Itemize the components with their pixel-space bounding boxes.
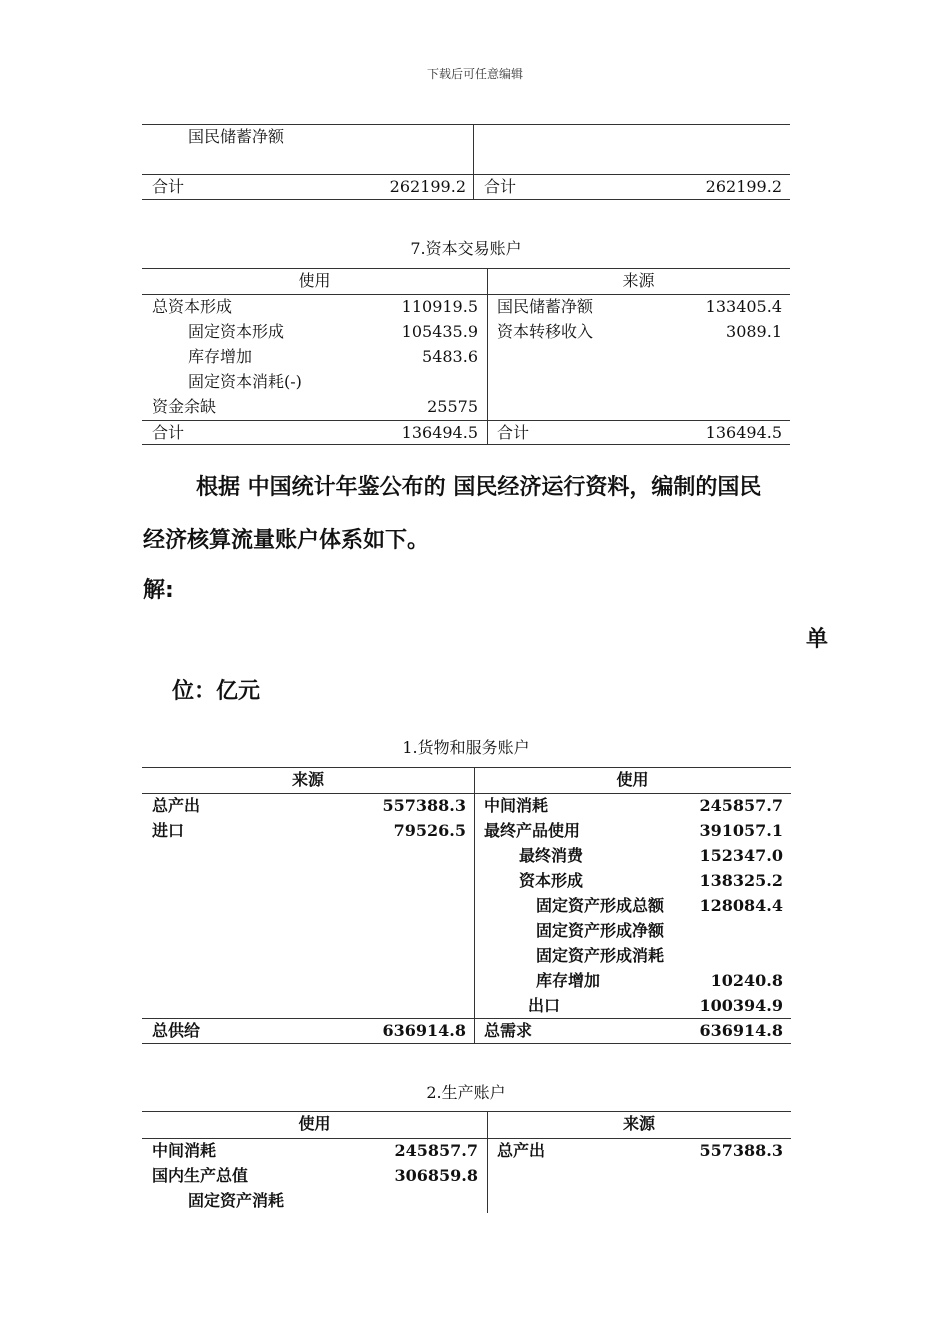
table-rule bbox=[142, 793, 791, 794]
table-rule bbox=[142, 174, 790, 175]
row-label: 国内生产总值 bbox=[152, 1166, 249, 1185]
column-header-use: 使用 bbox=[298, 1114, 331, 1133]
table-rule bbox=[142, 199, 790, 200]
total-value-left: 136494.5 bbox=[401, 423, 478, 442]
column-header-source: 来源 bbox=[622, 271, 655, 290]
row-value: 245857.7 bbox=[699, 796, 783, 815]
row-label: 固定资本消耗(-) bbox=[188, 372, 302, 391]
row-label: 总产出 bbox=[152, 796, 201, 815]
total-value-left: 636914.8 bbox=[382, 1021, 466, 1040]
table-rule bbox=[142, 1018, 791, 1019]
column-divider bbox=[487, 1111, 488, 1213]
column-header-use: 使用 bbox=[298, 271, 331, 290]
total-value-right: 636914.8 bbox=[699, 1021, 783, 1040]
row-label: 库存增加 bbox=[188, 347, 253, 366]
total-label-right: 合计 bbox=[484, 177, 517, 196]
table-title: 7.资本交易账户 bbox=[410, 239, 522, 258]
total-label-right: 总需求 bbox=[484, 1021, 533, 1040]
column-divider bbox=[474, 767, 475, 1043]
page-header: 下载后可任意编辑 bbox=[426, 67, 523, 81]
paragraph-line-1: 根据 中国统计年鉴公布的 国民经济运行资料，编制的国民 bbox=[196, 475, 762, 500]
table-rule bbox=[142, 268, 790, 269]
row-label: 国民储蓄净额 bbox=[188, 127, 285, 146]
row-value: 10240.8 bbox=[710, 971, 783, 990]
total-label-left: 总供给 bbox=[152, 1021, 201, 1040]
row-label: 出口 bbox=[528, 996, 561, 1015]
row-value: 306859.8 bbox=[394, 1166, 478, 1185]
table-rule bbox=[142, 1138, 791, 1139]
row-value: 133405.4 bbox=[705, 297, 782, 316]
row-label: 资金余缺 bbox=[152, 397, 217, 416]
row-value: 79526.5 bbox=[393, 821, 466, 840]
row-value: 245857.7 bbox=[394, 1141, 478, 1160]
row-label: 中间消耗 bbox=[484, 796, 549, 815]
row-label: 固定资产消耗 bbox=[188, 1191, 285, 1210]
row-value: 105435.9 bbox=[401, 322, 478, 341]
row-value: 557388.3 bbox=[699, 1141, 783, 1160]
row-value: 25575 bbox=[427, 397, 478, 416]
row-value: 110919.5 bbox=[401, 297, 478, 316]
paragraph-line-2: 经济核算流量账户体系如下。 bbox=[143, 528, 430, 553]
unit-label-rest: 位：亿元 bbox=[172, 679, 261, 704]
row-label: 总产出 bbox=[497, 1141, 546, 1160]
column-header-use: 使用 bbox=[616, 770, 649, 789]
table-rule bbox=[142, 1111, 791, 1112]
total-label-right: 合计 bbox=[497, 423, 530, 442]
row-label: 资本转移收入 bbox=[497, 322, 594, 341]
row-label: 最终产品使用 bbox=[484, 821, 581, 840]
row-value: 391057.1 bbox=[699, 821, 783, 840]
row-value: 128084.4 bbox=[699, 896, 783, 915]
total-label-left: 合计 bbox=[152, 177, 185, 196]
row-value: 3089.1 bbox=[726, 322, 782, 341]
table-rule bbox=[142, 767, 791, 768]
row-label: 固定资产形成净额 bbox=[536, 921, 665, 940]
total-value-right: 262199.2 bbox=[705, 177, 782, 196]
column-header-source: 来源 bbox=[622, 1114, 655, 1133]
row-label: 进口 bbox=[152, 821, 185, 840]
row-value: 5483.6 bbox=[422, 347, 478, 366]
table-rule bbox=[142, 1043, 791, 1044]
column-divider bbox=[473, 124, 474, 200]
total-value-right: 136494.5 bbox=[705, 423, 782, 442]
column-header-source: 来源 bbox=[291, 770, 324, 789]
row-label: 中间消耗 bbox=[152, 1141, 217, 1160]
column-divider bbox=[487, 268, 488, 444]
row-value: 557388.3 bbox=[382, 796, 466, 815]
unit-label-start: 单 bbox=[806, 627, 829, 652]
row-label: 固定资产形成消耗 bbox=[536, 946, 665, 965]
row-label: 国民储蓄净额 bbox=[497, 297, 594, 316]
total-label-left: 合计 bbox=[152, 423, 185, 442]
table-rule bbox=[142, 420, 790, 421]
row-label: 固定资产形成总额 bbox=[536, 896, 665, 915]
row-value: 138325.2 bbox=[699, 871, 783, 890]
table-rule bbox=[142, 444, 790, 445]
row-value: 100394.9 bbox=[699, 996, 783, 1015]
row-label: 资本形成 bbox=[519, 871, 584, 890]
table-rule bbox=[142, 294, 790, 295]
row-value: 152347.0 bbox=[699, 846, 783, 865]
table-title: 1.货物和服务账户 bbox=[402, 738, 530, 757]
row-label: 库存增加 bbox=[536, 971, 601, 990]
row-label: 总资本形成 bbox=[152, 297, 233, 316]
row-label: 最终消费 bbox=[519, 846, 584, 865]
total-value-left: 262199.2 bbox=[389, 177, 466, 196]
row-label: 固定资本形成 bbox=[188, 322, 285, 341]
table-title: 2.生产账户 bbox=[426, 1083, 506, 1102]
answer-label: 解: bbox=[143, 578, 174, 603]
table-rule bbox=[142, 124, 790, 125]
